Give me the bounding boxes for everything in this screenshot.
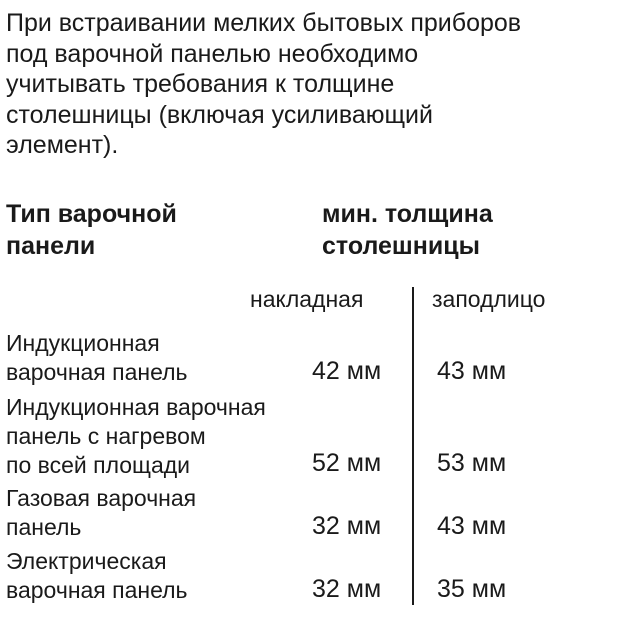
thickness-flush-value: 43 мм [437,357,507,385]
column-header-panel-type: Тип варочной панели [6,200,177,260]
thickness-flush-value: 35 мм [437,575,507,603]
thickness-flush-value: 53 мм [437,449,507,477]
thickness-overlay-value: 32 мм [312,512,382,540]
thickness-overlay-value: 52 мм [312,449,382,477]
panel-type-name: Электрическая варочная панель [6,548,188,603]
thickness-overlay-value: 42 мм [312,357,382,385]
panel-type-name: Индукционная варочная панель с нагревом по всей площади [6,394,266,478]
table-row [0,484,625,544]
thickness-overlay-value: 32 мм [312,575,382,603]
panel-type-name: Индукционная варочная панель [6,330,188,385]
table-row [0,393,625,483]
table-row [0,329,625,389]
subheader-overlay: накладная [250,286,364,312]
table-row [0,547,625,607]
thickness-flush-value: 43 мм [437,512,507,540]
column-header-min-thickness: мин. толщина столешницы [322,200,493,260]
panel-type-name: Газовая варочная панель [6,485,197,540]
intro-paragraph: При встраивании мелких бытовых приборов под варочной панелью необходимо учитывать требования к толщине столешницы (включая усиливающий элемент). [6,9,522,159]
subheader-flush: заподлицо [432,286,546,312]
